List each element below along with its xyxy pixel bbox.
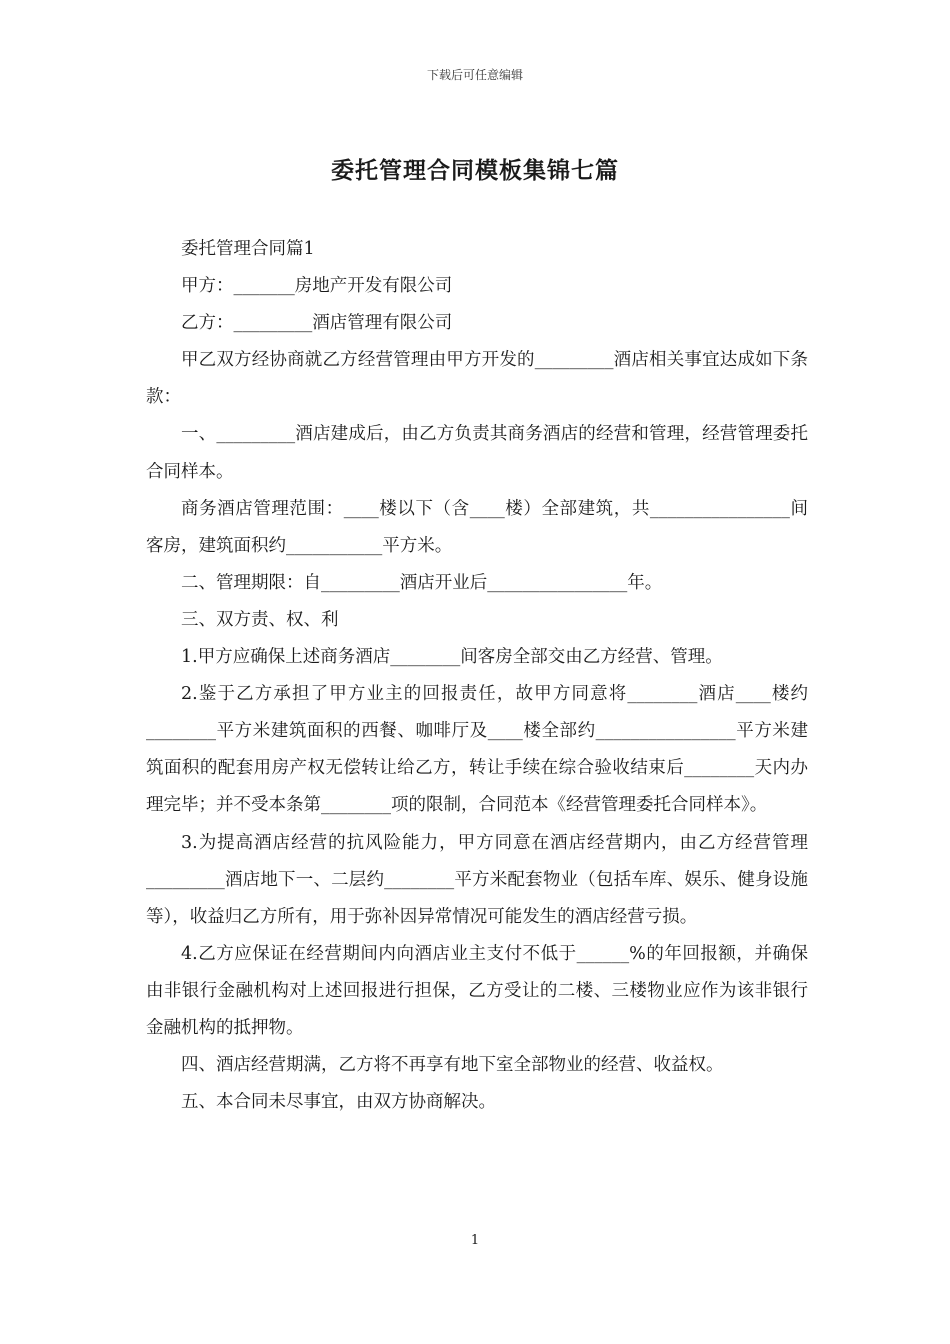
body-paragraph: 甲乙双方经协商就乙方经营管理由甲方开发的_________酒店相关事宜达成如下条款：: [146, 350, 808, 408]
body-paragraph: 三、双方责、权、利: [181, 609, 339, 630]
document-body: [146, 231, 808, 1121]
body-paragraph: 商务酒店管理范围：____楼以下（含____楼）全部建筑，共________________间客房，建筑面积约___________平方米。: [146, 498, 808, 556]
body-paragraph: 3.为提高酒店经营的抗风险能力，甲方同意在酒店经营期内，由乙方经营管理_________酒店地下一、二层约________平方米配套物业（包括车库、娱乐、健身设施等），收益归乙方所有，用于弥补因异常情况可能发生的酒店经营亏损。: [146, 832, 808, 927]
document-title: 委托管理合同模板集锦七篇: [331, 157, 619, 184]
body-paragraph: 4.乙方应保证在经营期间内向酒店业主支付不低于______%的年回报额，并确保由非银行金融机构对上述回报进行担保，乙方受让的二楼、三楼物业应作为该非银行金融机构的抵押物。: [146, 943, 808, 1038]
party-b-line: 乙方：_________酒店管理有限公司: [181, 313, 453, 334]
body-paragraph: 一、_________酒店建成后，由乙方负责其商务酒店的经营和管理，经营管理委托合同样本。: [146, 424, 808, 482]
body-paragraph: 五、本合同未尽事宜，由双方协商解决。: [181, 1092, 496, 1113]
header-note: 下载后可任意编辑: [426, 68, 523, 82]
party-a-line: 甲方：_______房地产开发有限公司: [181, 276, 453, 297]
body-paragraph: 1.甲方应确保上述商务酒店________间客房全部交由乙方经营、管理。: [181, 647, 723, 668]
body-paragraph: 2.鉴于乙方承担了甲方业主的回报责任，故甲方同意将________酒店____楼约________平方米建筑面积的西餐、咖啡厅及____楼全部约________________平方米建筑面积的配套用房产权无偿转让给乙方，转让手续在综合验收结束后________天内办理完毕；并不受本条第________项的限制，合同范本《经营管理委托合同样本》。: [146, 684, 808, 816]
page-number: 1: [470, 1233, 480, 1248]
body-paragraph: 二、管理期限：自_________酒店开业后________________年。: [181, 572, 663, 593]
section-heading: 委托管理合同篇1: [181, 239, 315, 259]
body-paragraph: 四、酒店经营期满，乙方将不再享有地下室全部物业的经营、收益权。: [181, 1055, 724, 1076]
